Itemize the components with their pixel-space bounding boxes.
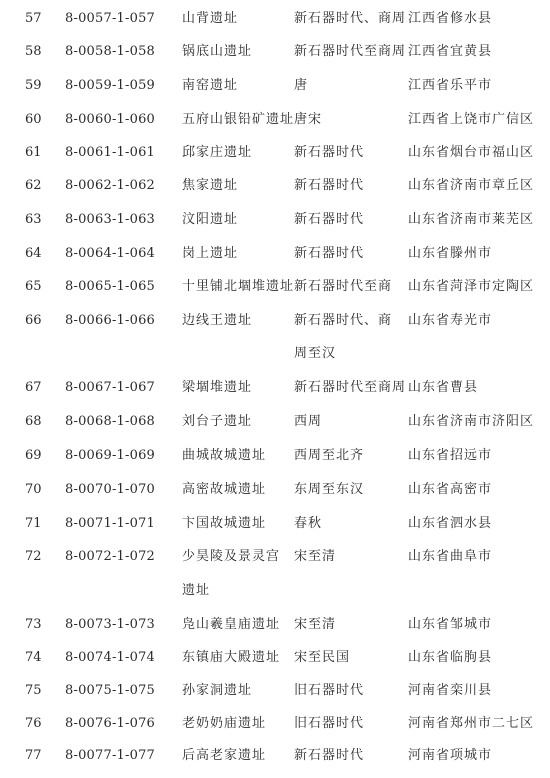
site-name: 边线王遗址 [182,313,253,328]
site-name-line-1: 少昊陵及景灵宫 [182,549,281,564]
site-location: 山东省滕州市 [408,246,493,261]
site-location: 山东省临朐县 [408,650,493,665]
table-row [0,305,550,371]
site-location: 江西省修水县 [408,11,493,26]
site-name: 锅底山遗址 [182,44,253,59]
site-name: 五府山银铅矿遗址 [182,112,295,127]
site-name: 梁堌堆遗址 [182,380,253,395]
site-era: 新石器时代 [294,178,365,193]
site-code: 8-0064-1-064 [65,246,156,261]
site-code: 8-0060-1-060 [65,112,156,127]
site-name: 曲城故城遗址 [182,448,267,463]
site-location: 河南省栾川县 [408,683,493,698]
row-number: 67 [25,380,42,395]
row-number: 75 [25,683,42,698]
site-location: 山东省烟台市福山区 [408,145,535,160]
row-number: 73 [25,617,42,632]
site-code: 8-0065-1-065 [65,279,156,294]
site-name: 山背遗址 [182,11,239,26]
site-code: 8-0076-1-076 [65,716,156,731]
site-code: 8-0067-1-067 [65,380,156,395]
site-code: 8-0074-1-074 [65,650,156,665]
row-number: 60 [25,112,42,127]
row-number: 58 [25,44,42,59]
site-code: 8-0075-1-075 [65,683,156,698]
site-location: 山东省寿光市 [408,313,493,328]
row-number: 68 [25,414,42,429]
site-code: 8-0071-1-071 [65,516,156,531]
site-era: 新石器时代 [294,212,365,227]
site-name: 东镇庙大殿遗址 [182,650,281,665]
site-name: 后高老家遗址 [182,748,267,763]
row-number: 65 [25,279,42,294]
site-name: 凫山羲皇庙遗址 [182,617,281,632]
site-location: 河南省项城市 [408,748,493,763]
site-code: 8-0077-1-077 [65,748,156,763]
site-code: 8-0070-1-070 [65,482,156,497]
site-era: 西周 [294,414,323,429]
site-name: 汶阳遗址 [182,212,239,227]
site-era: 宋至清 [294,549,337,564]
site-era: 宋至民国 [294,650,351,665]
site-location: 山东省曲阜市 [408,549,493,564]
site-era-line-2: 周至汉 [294,346,337,361]
site-era: 旧石器时代 [294,683,365,698]
site-location: 江西省上饶市广信区 [408,112,535,127]
site-name: 孙家洞遗址 [182,683,253,698]
row-number: 70 [25,482,42,497]
site-code: 8-0073-1-073 [65,617,156,632]
site-location: 山东省招远市 [408,448,493,463]
site-location: 江西省乐平市 [408,78,493,93]
site-code: 8-0063-1-063 [65,212,156,227]
row-number: 61 [25,145,42,160]
site-location: 山东省邹城市 [408,617,493,632]
row-number: 76 [25,716,42,731]
site-name: 卞国故城遗址 [182,516,267,531]
site-era: 唐 [294,78,309,93]
site-name: 南窑遗址 [182,78,239,93]
site-location: 山东省曹县 [408,380,479,395]
site-code: 8-0072-1-072 [65,549,156,564]
site-location: 山东省济南市济阳区 [408,414,535,429]
site-name: 十里铺北堌堆遗址 [182,279,295,294]
site-code: 8-0061-1-061 [65,145,156,160]
site-era: 东周至东汉 [294,482,365,497]
site-location: 山东省菏泽市定陶区 [408,279,535,294]
site-code: 8-0066-1-066 [65,313,156,328]
site-era: 新石器时代至商周 [294,380,407,395]
site-era: 宋至清 [294,617,337,632]
site-code: 8-0057-1-057 [65,11,156,26]
site-code: 8-0069-1-069 [65,448,156,463]
site-era: 新石器时代至商 [294,279,393,294]
site-name: 岗上遗址 [182,246,239,261]
table-row [0,541,550,607]
site-location: 山东省济南市章丘区 [408,178,535,193]
site-name: 邱家庄遗址 [182,145,253,160]
row-number: 64 [25,246,42,261]
site-era: 旧石器时代 [294,716,365,731]
site-name: 老奶奶庙遗址 [182,716,267,731]
site-era: 西周至北齐 [294,448,365,463]
row-number: 77 [25,748,42,763]
site-name-line-2: 遗址 [182,583,211,598]
site-era: 新石器时代 [294,145,365,160]
site-era: 新石器时代 [294,748,365,763]
site-code: 8-0062-1-062 [65,178,156,193]
site-name: 高密故城遗址 [182,482,267,497]
row-number: 69 [25,448,42,463]
site-era: 春秋 [294,516,323,531]
site-name: 刘台子遗址 [182,414,253,429]
site-era: 唐宋 [294,112,323,127]
site-location: 山东省济南市莱芜区 [408,212,535,227]
site-code: 8-0058-1-058 [65,44,156,59]
site-era: 新石器时代 [294,246,365,261]
site-era: 新石器时代、商周 [294,11,407,26]
site-era-line-1: 新石器时代、商 [294,313,393,328]
site-location: 江西省宜黄县 [408,44,493,59]
site-location: 河南省郑州市二七区 [408,716,535,731]
site-code: 8-0068-1-068 [65,414,156,429]
site-era: 新石器时代至商周 [294,44,407,59]
site-location: 山东省泗水县 [408,516,493,531]
row-number: 66 [25,313,42,328]
row-number: 59 [25,78,42,93]
row-number: 71 [25,516,42,531]
site-location: 山东省高密市 [408,482,493,497]
row-number: 57 [25,11,42,26]
row-number: 63 [25,212,42,227]
row-number: 62 [25,178,42,193]
site-name: 焦家遗址 [182,178,239,193]
row-number: 74 [25,650,42,665]
site-code: 8-0059-1-059 [65,78,156,93]
row-number: 72 [25,549,42,564]
